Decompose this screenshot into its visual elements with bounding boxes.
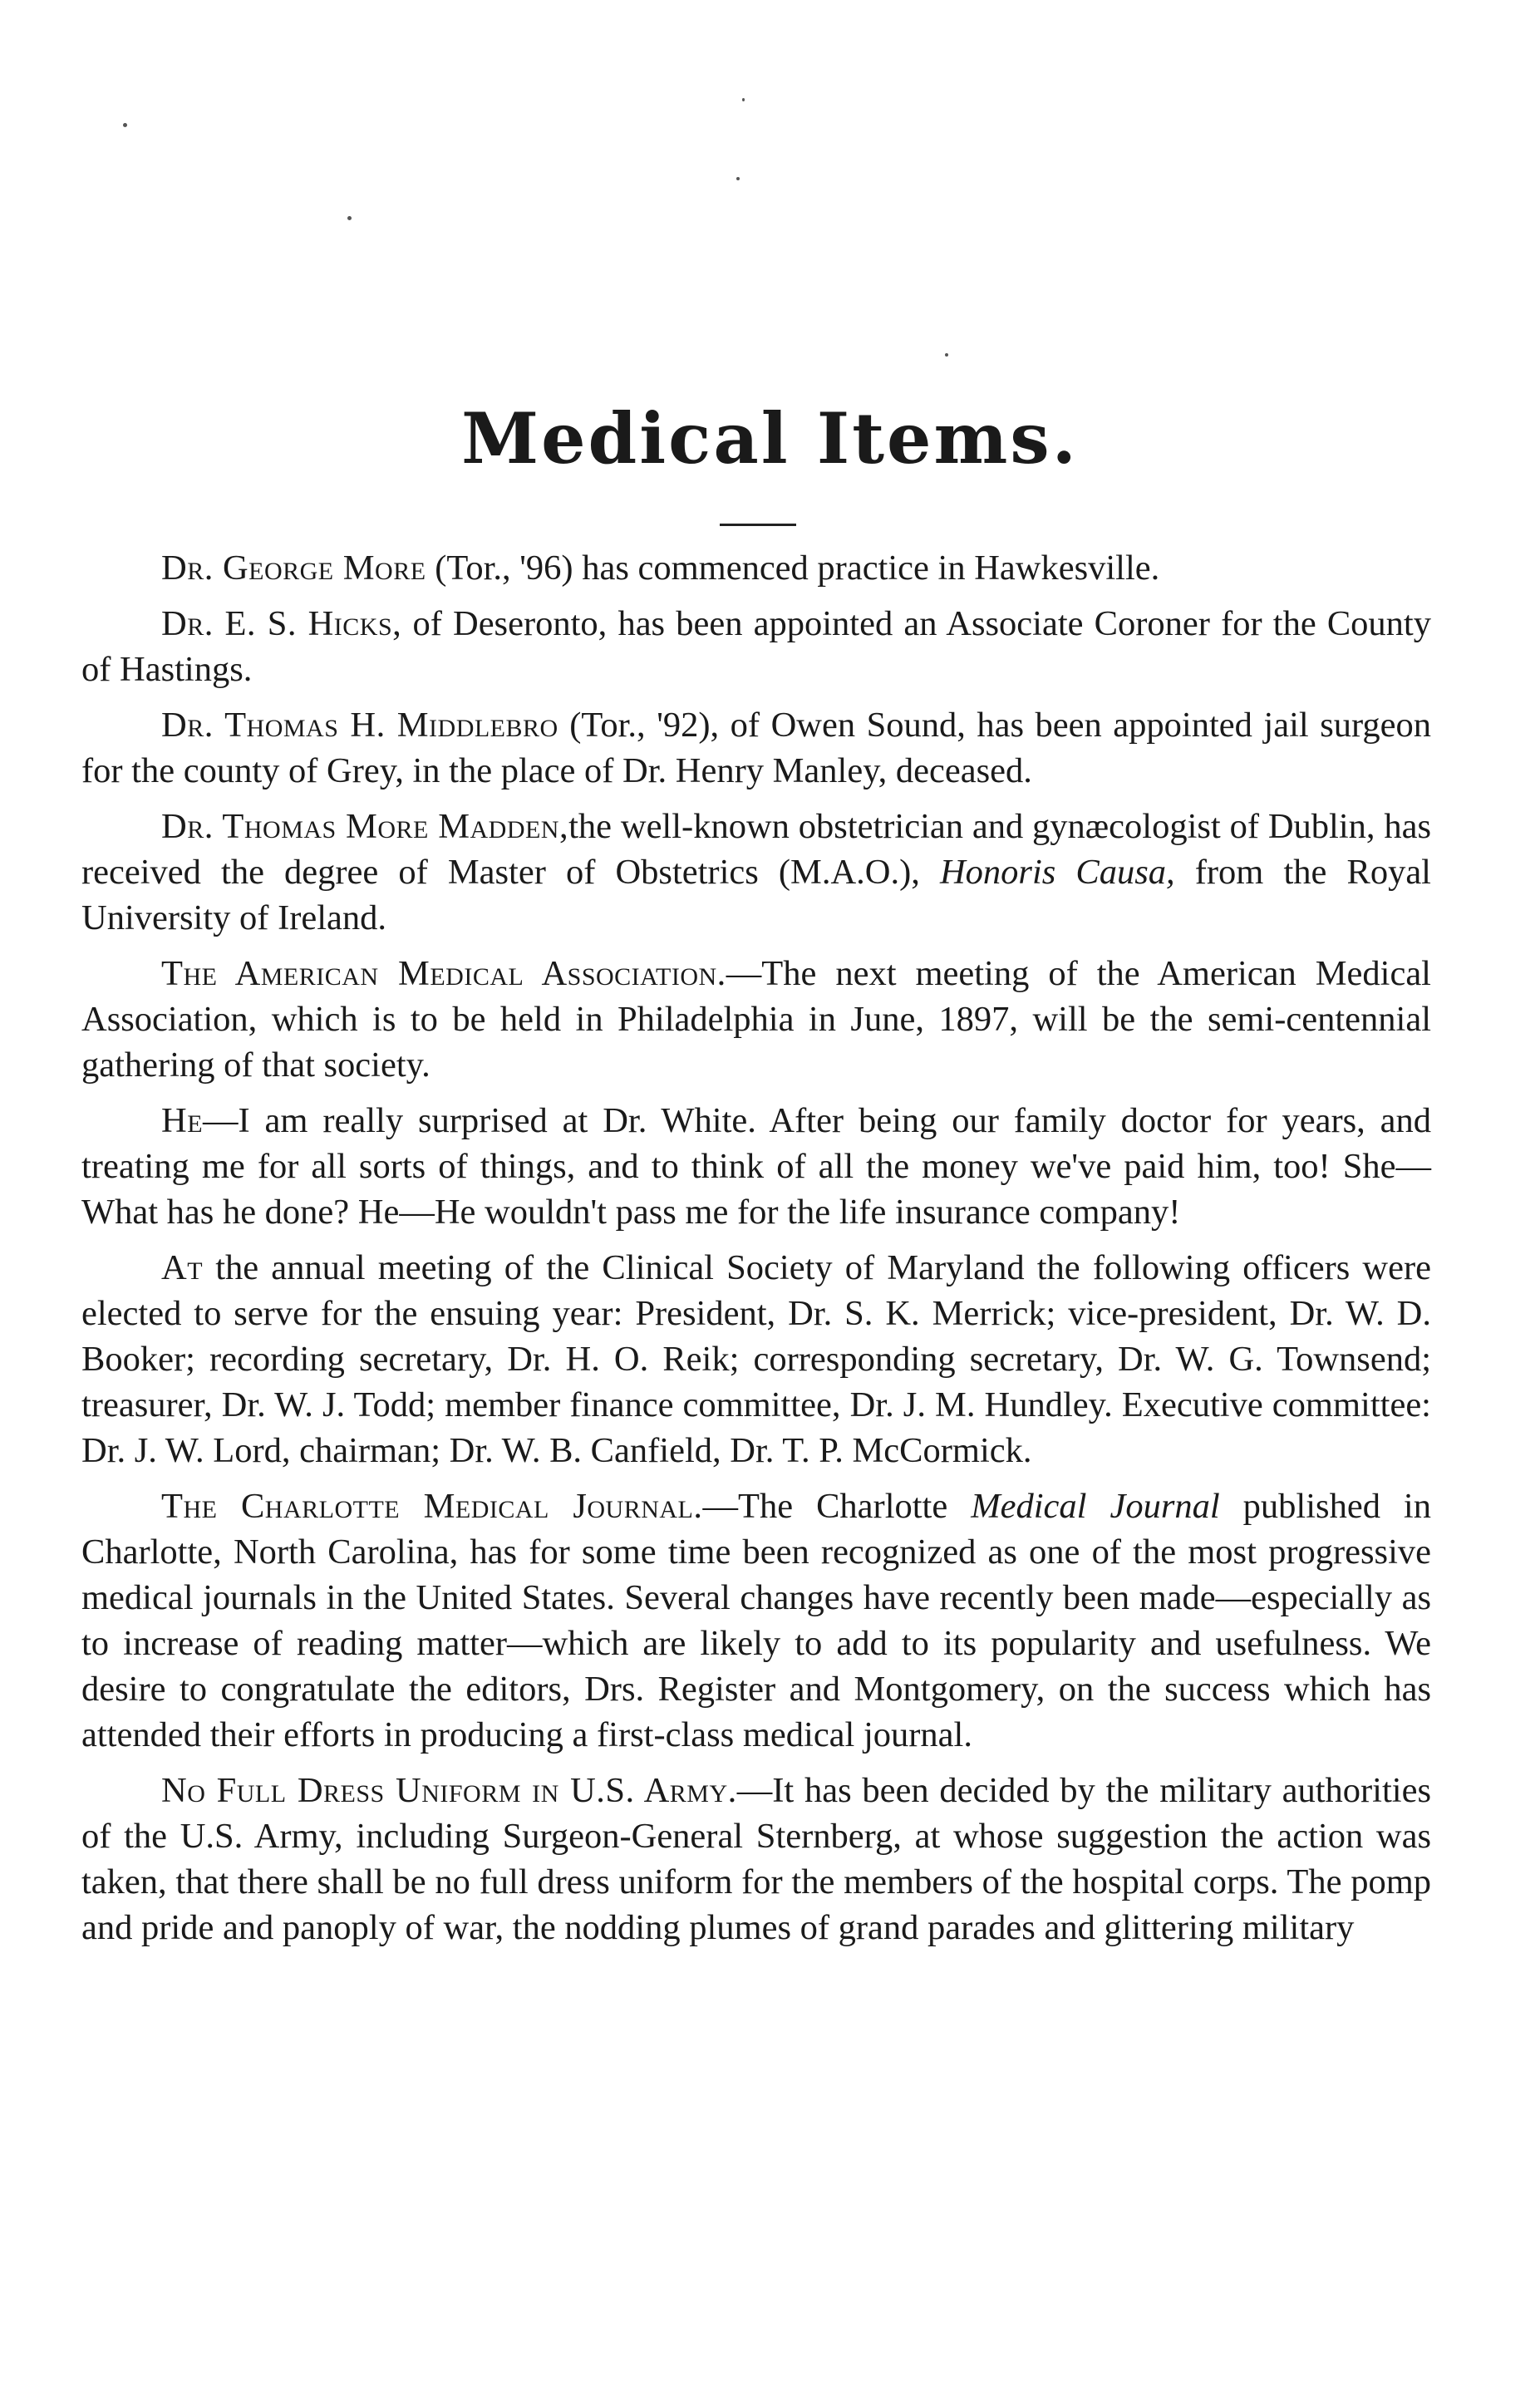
item-text: the well-known obstetrician and gynæcologist of Dublin, has received the degree of Master of Obstetrics (M.A.O.), xyxy=(81,807,1431,892)
item-text: (Tor., '92), of Owen Sound, has been appointed jail surgeon for the county of Grey, in the place of Dr. Henry Manley, deceased. xyxy=(81,706,1431,790)
item-lead: The Charlotte Medical Journal. xyxy=(161,1487,703,1526)
item-text: —The Charlotte xyxy=(702,1487,972,1526)
article-body xyxy=(81,545,1431,1960)
item-lead: At xyxy=(161,1248,204,1287)
news-item-ama xyxy=(81,951,1431,1088)
item-italic: Medical Journal xyxy=(971,1487,1220,1526)
news-item-hicks xyxy=(81,601,1431,692)
item-text: (Tor., '96) has commenced practice in Hawkesville. xyxy=(426,549,1160,588)
item-text: —It has been decided by the military authorities of the U.S. Army, including Surgeon-General Sternberg, at whose suggestion the action was taken, that there shall be no full dress uniform for the members of the hospital corps. The pomp and pride and panoply of war, the nodding plumes of grand parades and glittering military xyxy=(81,1771,1431,1947)
item-text-after: from the Royal University of Ireland. xyxy=(81,853,1431,937)
item-lead: No Full Dress Uniform in U.S. Army. xyxy=(161,1771,737,1810)
news-item-joke xyxy=(81,1098,1431,1235)
item-lead: Dr. Thomas More Madden, xyxy=(161,807,569,846)
title-divider xyxy=(720,524,796,526)
item-text: the annual meeting of the Clinical Society of Maryland the following officers were elected to serve for the ensuing year: President, Dr. S. K. Merrick; vice-president, Dr. W. D. Booker; recording secretary, Dr. H. O. Reik; corresponding secretary, Dr. W. G. Townsend; treasurer, Dr. W. J. Todd; member finance committee, Dr. J. M. Hundley. Executive committee: Dr. J. W. Lord, chairman; Dr. W. B. Canfield, Dr. T. P. McCormick. xyxy=(81,1248,1431,1470)
item-lead: He xyxy=(161,1101,204,1140)
scan-speck xyxy=(736,177,740,180)
item-text: of Deseronto, has been appointed an Associate Coroner for the County of Hastings. xyxy=(81,604,1431,689)
scan-speck xyxy=(123,123,127,127)
news-item-madden xyxy=(81,804,1431,941)
scan-speck xyxy=(945,353,948,357)
scan-speck xyxy=(347,216,352,220)
news-item-middlebro xyxy=(81,702,1431,794)
item-italic: Honoris Causa, xyxy=(939,853,1175,892)
item-lead: The American Medical Association. xyxy=(161,954,726,993)
item-lead: Dr. Thomas H. Middlebro xyxy=(161,706,558,745)
news-item-clinical-society xyxy=(81,1245,1431,1473)
item-text: —I am really surprised at Dr. White. After being our family doctor for years, and treating me for all sorts of things, and to think of all the money we've paid him, too! She—What has he done? He—He wouldn't pass me for the life insurance company! xyxy=(81,1101,1431,1232)
news-item-charlotte-journal xyxy=(81,1483,1431,1758)
item-lead: Dr. E. S. Hicks, xyxy=(161,604,402,643)
news-item-army-uniform xyxy=(81,1768,1431,1951)
news-item-george-more xyxy=(81,545,1431,591)
item-text-after: published in Charlotte, North Carolina, has for some time been recognized as one of the most progressive medical journals in the United States. Several changes have recently been made—especially as to increase of reading matter—which are likely to add to its popularity and usefulness. We desire to congratulate the editors, Drs. Register and Montgomery, on the success which has attended their efforts in producing a first-class medical journal. xyxy=(81,1487,1431,1754)
item-text: —The next meeting of the American Medical Association, which is to be held in Philadelphia in June, 1897, will be the semi-centennial gathering of that society. xyxy=(81,954,1431,1085)
scan-speck xyxy=(742,98,745,101)
item-lead: Dr. George More xyxy=(161,549,426,588)
page-title: Medical Items. xyxy=(461,397,1079,480)
